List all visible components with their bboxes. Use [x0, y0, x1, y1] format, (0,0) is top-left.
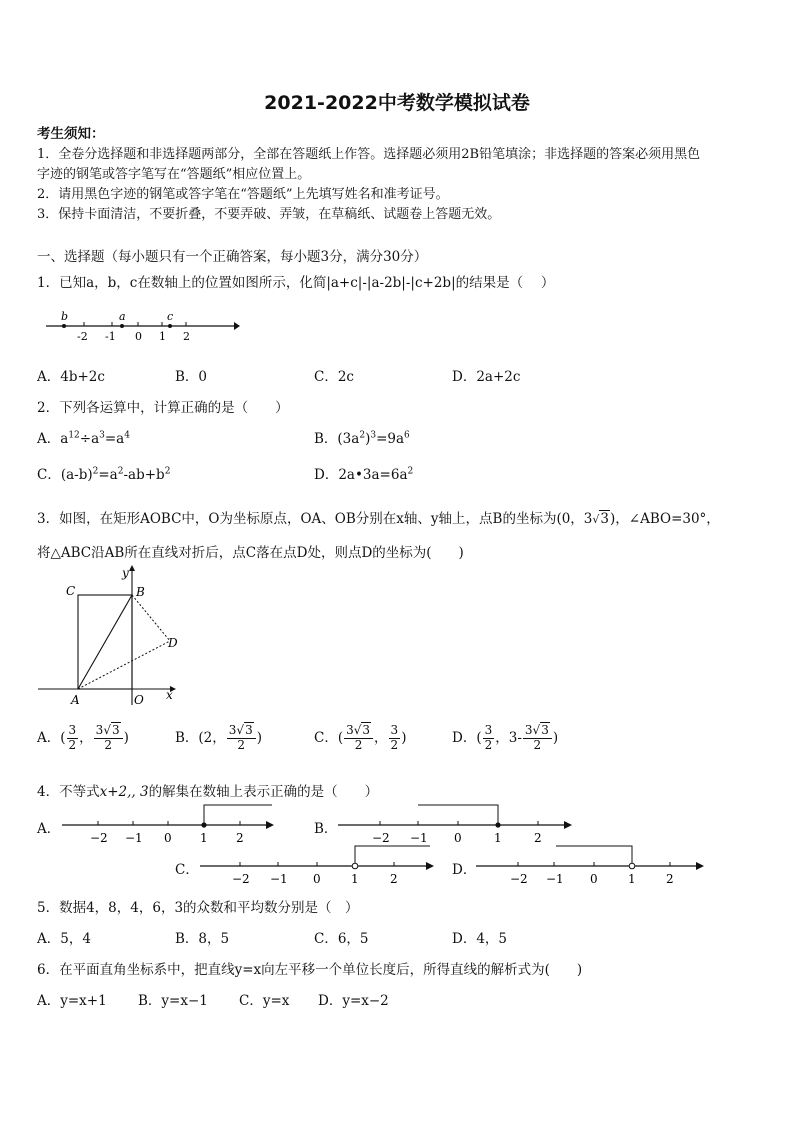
notice-item-1: 1．全卷分选择题和非选择题两部分，全部在答题纸上作答。选择题必须用2B铅笔填涂；非选择题的答案必须用黑色 [37, 147, 701, 162]
svg-text:2: 2 [236, 831, 244, 845]
label-B: B [136, 585, 145, 599]
q3-option-b: B．(2， $\frac{3√3}{2}$ ) [175, 723, 262, 752]
q1-option-c: C．2c [314, 369, 354, 385]
label-x: x [166, 688, 173, 702]
q4-option-c-label: C． [175, 862, 199, 878]
point-b [62, 324, 66, 328]
svg-text:−1: −1 [125, 831, 143, 845]
svg-text:0: 0 [454, 831, 462, 845]
svg-text:0: 0 [313, 872, 321, 886]
q4-option-b-label: B． [314, 821, 338, 837]
q4-option-d-label: D． [452, 862, 477, 878]
tick-label: 1 [159, 330, 166, 343]
svg-text:2: 2 [666, 872, 674, 886]
q2-option-b: B．$(3a^2)^3=9a^6$ [314, 430, 410, 447]
q1-option-d: D．2a+2c [452, 369, 521, 385]
svg-text:2: 2 [390, 872, 398, 886]
q4-option-d-numberline [474, 842, 710, 888]
q3-option-a: A．( $\frac{3}{2}$ ， $\frac{3√3}{2}$ ) [37, 723, 129, 752]
section-heading: 一、选择题（每小题只有一个正确答案，每小题3分，满分30分） [37, 249, 428, 265]
svg-text:−1: −1 [410, 831, 428, 845]
q4-option-a-label: A． [37, 821, 61, 837]
point-c [168, 324, 172, 328]
exam-title: 2021-2022中考数学模拟试卷 [264, 92, 530, 114]
q2-option-d: D．$2a•3a=6a^2$ [314, 466, 414, 483]
q5-option-b: B．8，5 [175, 931, 230, 947]
label-O: O [134, 693, 144, 707]
q6-stem: 6．在平面直角坐标系中，把直线y=x向左平移一个单位长度后，所得直线的解析式为( ) [37, 962, 583, 978]
label-D: D [168, 636, 178, 650]
svg-text:−2: −2 [510, 872, 528, 886]
notice-item-2: 2．请用黑色字迹的钢笔或答字笔在“答题纸”上先填写姓名和准考证号。 [37, 187, 449, 202]
svg-text:1: 1 [351, 872, 359, 886]
q6-option-d: D．y=x−2 [318, 993, 389, 1009]
q2-stem: 2．下列各运算中，计算正确的是（ ） [37, 400, 289, 416]
svg-text:0: 0 [590, 872, 598, 886]
svg-text:1: 1 [494, 831, 502, 845]
svg-text:−1: −1 [546, 872, 564, 886]
q1-stem: 1．已知a，b，c在数轴上的位置如图所示，化简|a+c|-|a-2b|-|c+2b|的结果是（ ） [37, 275, 555, 291]
svg-text:−2: −2 [232, 872, 250, 886]
label-a: a [119, 310, 126, 323]
q5-stem: 5．数据4，8，4，6，3的众数和平均数分别是（ ） [37, 900, 359, 916]
q4-option-a-numberline [60, 801, 276, 847]
q3-figure [34, 565, 194, 711]
q3-stem: 3．如图，在矩形AOBC中，O为坐标原点，OA、OB分别在x轴、y轴上，点B的坐标为(0，3√3)，∠ABO=30°， [37, 511, 720, 527]
point-a [120, 324, 124, 328]
q1-number-line [40, 308, 240, 344]
q6-option-c: C．y=x [239, 993, 290, 1009]
svg-text:1: 1 [200, 831, 208, 845]
q5-option-c: C．6，5 [314, 931, 369, 947]
q1-option-a: A．4b+2c [37, 369, 105, 385]
q3-stem-line2: 将△ABC沿AB所在直线对折后，点C落在点D处，则点D的坐标为( ) [37, 545, 464, 561]
svg-text:0: 0 [164, 831, 172, 845]
svg-text:2: 2 [534, 831, 542, 845]
tick-label: -1 [105, 330, 116, 343]
svg-text:1: 1 [628, 872, 636, 886]
svg-text:−2: −2 [90, 831, 108, 845]
label-y: y [122, 566, 129, 580]
notice-heading: 考生须知： [37, 126, 105, 142]
q4-option-c-numberline [198, 842, 438, 888]
q4-stem: 4．不等式x+2,, 3的解集在数轴上表示正确的是（ ） [37, 784, 379, 800]
svg-text:−1: −1 [270, 872, 288, 886]
tick-label: 0 [135, 330, 142, 343]
q3-option-d: D．( $\frac{3}{2}$ ，3- $\frac{3√3}{2}$ ) [452, 723, 559, 752]
label-A: A [71, 693, 80, 707]
q1-option-b: B．0 [175, 369, 208, 385]
q6-option-a: A．y=x+1 [37, 993, 107, 1009]
notice-item-3: 3．保持卡面清洁，不要折叠，不要弄破、弄皱，在草稿纸、试题卷上答题无效。 [37, 207, 501, 222]
q5-option-a: A．5，4 [37, 931, 91, 947]
tick-label: 2 [183, 330, 190, 343]
svg-text:−2: −2 [372, 831, 390, 845]
q3-option-c: C．( $\frac{3√3}{2}$ ， $\frac{3}{2}$ ) [314, 723, 407, 752]
q2-option-c: C．$(a-b)^2=a^2-ab+b^2$ [37, 466, 171, 483]
label-c: c [167, 310, 174, 323]
label-C: C [66, 584, 76, 598]
q2-option-a: A．$a^{12}\div a^3=a^4$ [37, 430, 130, 447]
label-b: b [61, 310, 69, 323]
tick-label: -2 [77, 330, 88, 343]
q6-option-b: B．y=x−1 [138, 993, 208, 1009]
q5-option-d: D．4，5 [452, 931, 508, 947]
notice-item-1-cont: 字迹的钢笔或答字笔写在“答题纸”相应位置上。 [37, 167, 311, 182]
q4-option-b-numberline [336, 801, 576, 847]
